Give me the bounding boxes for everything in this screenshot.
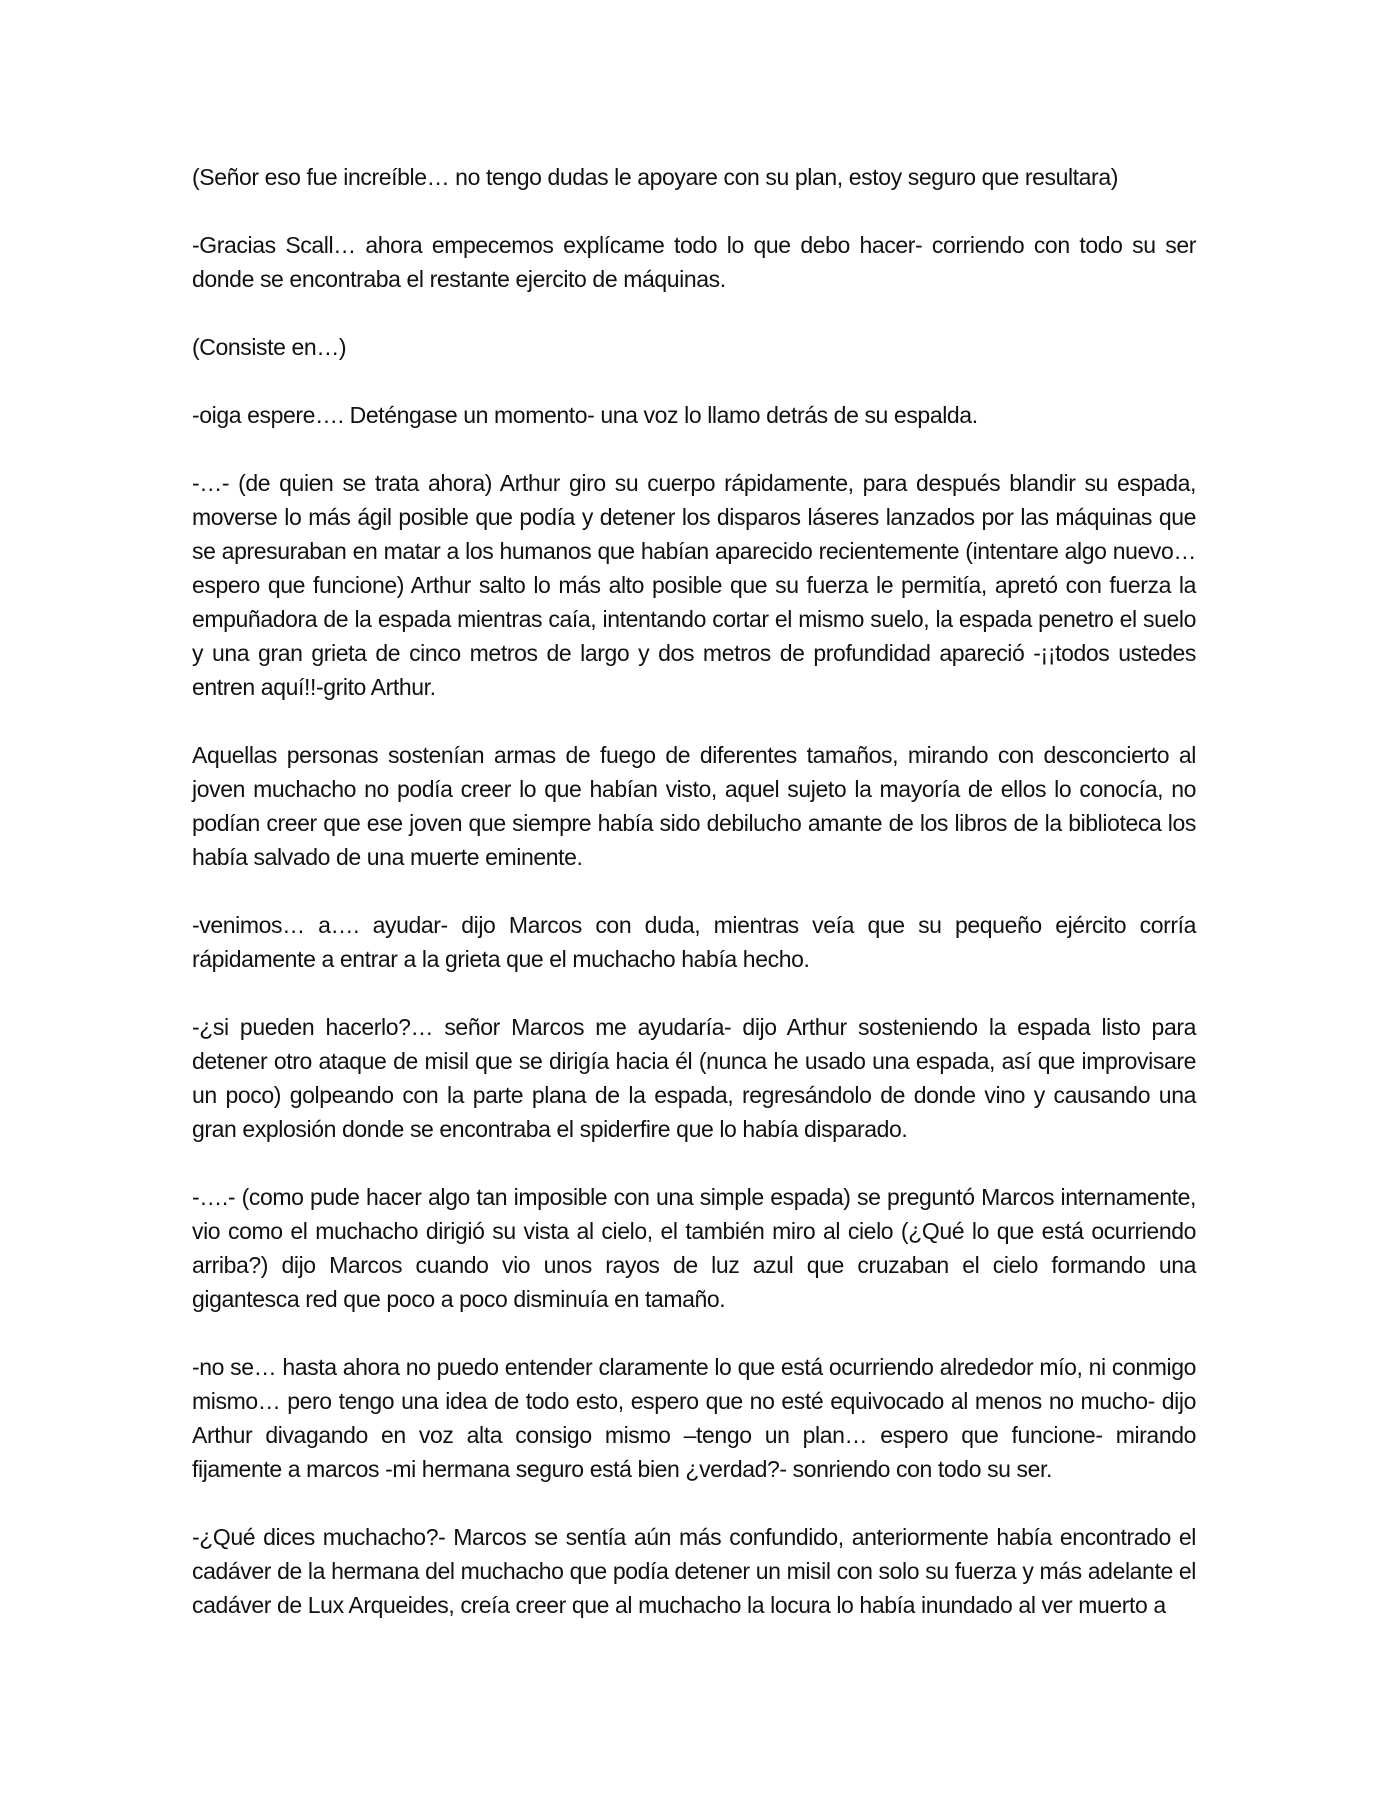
paragraph-9: -….- (como pude hacer algo tan imposible con una simple espada) se preguntó Marcos internamente, vio como el muchacho dirigió su vista al cielo, el también miro al cielo (¿Qué lo que está ocurriendo arriba?) dijo Marcos cuando vio unos rayos de luz azul que cruzaban el cielo formando una gigantesca red que poco a poco disminuía en tamaño.	[192, 1184, 1196, 1312]
paragraph-6: Aquellas personas sostenían armas de fuego de diferentes tamaños, mirando con desconcierto al joven muchacho no podía creer lo que habían visto, aquel sujeto la mayoría de ellos lo conocía, no podían creer que ese joven que siempre había sido debilucho amante de los libros de la biblioteca los había salvado de una muerte eminente.	[192, 742, 1196, 870]
paragraph-4: -oiga espere…. Deténgase un momento- una voz lo llamo detrás de su espalda.	[192, 402, 978, 428]
paragraph-5: -…- (de quien se trata ahora) Arthur giro su cuerpo rápidamente, para después blandir su espada, moverse lo más ágil posible que podía y detener los disparos láseres lanzados por las máquinas que se apresuraban en matar a los humanos que habían aparecido recientemente (intentare algo nuevo… espero que funcione) Arthur salto lo más alto posible que su fuerza le permitía, apretó con fuerza la empuñadora de la espada mientras caía, intentando cortar el mismo suelo, la espada penetro el suelo y una gran grieta de cinco metros de largo y dos metros de profundidad apareció -¡¡todos ustedes entren aquí!!-grito Arthur.	[192, 470, 1196, 700]
paragraph-10: -no se… hasta ahora no puedo entender claramente lo que está ocurriendo alrededor mío, ni conmigo mismo… pero tengo una idea de todo esto, espero que no esté equivocado al menos no mucho- dijo Arthur divagando en voz alta consigo mismo –tengo un plan… espero que funcione- mirando fijamente a marcos -mi hermana seguro está bien ¿verdad?- sonriendo con todo su ser.	[192, 1354, 1196, 1482]
paragraph-11: -¿Qué dices muchacho?- Marcos se sentía aún más confundido, anteriormente había encontrado el cadáver de la hermana del muchacho que podía detener un misil con solo su fuerza y más adelante el cadáver de Lux Arqueides, creía creer que al muchacho la locura lo había inundado al ver muerto a	[192, 1524, 1196, 1618]
paragraph-2: -Gracias Scall… ahora empecemos explícame todo lo que debo hacer- corriendo con todo su ser donde se encontraba el restante ejercito de máquinas.	[192, 232, 1196, 292]
paragraph-8: -¿si pueden hacerlo?… señor Marcos me ayudaría- dijo Arthur sosteniendo la espada listo para detener otro ataque de misil que se dirigía hacia él (nunca he usado una espada, así que improvisare un poco) golpeando con la parte plana de la espada, regresándolo de donde vino y causando una gran explosión donde se encontraba el spiderfire que lo había disparado.	[192, 1014, 1196, 1142]
paragraph-1: (Señor eso fue increíble… no tengo dudas le apoyare con su plan, estoy seguro que resultara)	[192, 164, 1118, 190]
paragraph-3: (Consiste en…)	[192, 334, 347, 360]
document-body	[192, 160, 1196, 1656]
paragraph-7: -venimos… a…. ayudar- dijo Marcos con duda, mientras veía que su pequeño ejército corría rápidamente a entrar a la grieta que el muchacho había hecho.	[192, 912, 1196, 972]
